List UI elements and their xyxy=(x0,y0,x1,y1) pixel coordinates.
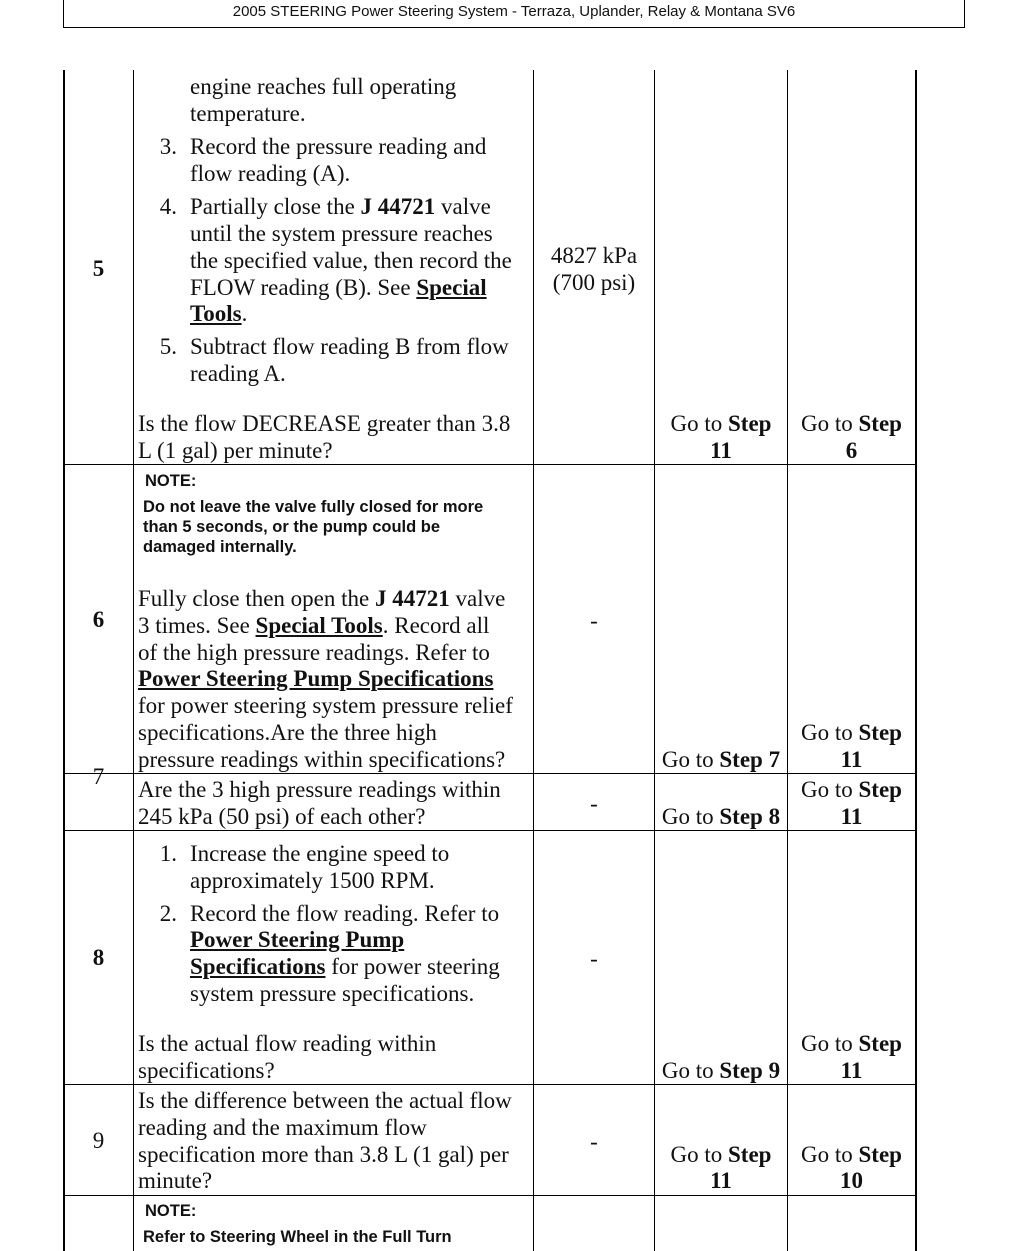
pump-specifications-link[interactable]: Power Steering Pump Specifications xyxy=(138,666,494,691)
spec-value: (700 psi) xyxy=(552,270,636,295)
question-text: Is the difference between the actual flow xyxy=(138,1088,512,1113)
pump-specifications-link[interactable]: Power Steering Pump xyxy=(190,927,405,952)
question-text: Is the actual flow reading within xyxy=(138,1031,437,1056)
list-item-text: Partially close the J 44721 valve xyxy=(190,194,491,219)
no-action: Go to Step xyxy=(801,720,902,745)
step-number: 8 xyxy=(92,945,105,970)
list-item-text: FLOW reading (B). See Special xyxy=(190,275,487,300)
yes-action: Go to Step 8 xyxy=(661,804,781,829)
list-item-text: reading A. xyxy=(190,361,286,386)
instruction-text: engine reaches full operating xyxy=(190,74,457,99)
no-action: Go to Step xyxy=(801,1031,902,1056)
question-text: specifications? xyxy=(138,1058,275,1083)
column-divider xyxy=(133,70,134,1251)
question-text: 245 kPa (50 psi) of each other? xyxy=(138,804,426,829)
no-action: Go to Step xyxy=(801,411,902,436)
note-text: Do not leave the valve fully closed for more xyxy=(143,498,484,516)
yes-action: Go to Step 7 xyxy=(661,747,781,772)
list-item-text: Increase the engine speed to xyxy=(190,841,450,866)
tool-number: J 44721 xyxy=(375,586,450,611)
step-number: 7 xyxy=(92,764,105,789)
spec-value: - xyxy=(590,1129,598,1154)
instruction-text: Fully close then open the J 44721 valve xyxy=(138,586,506,611)
row-divider xyxy=(64,830,916,831)
list-item-text: Record the pressure reading and xyxy=(190,134,487,159)
list-item-text: the specified value, then record the xyxy=(190,248,512,273)
list-item-text: approximately 1500 RPM. xyxy=(190,868,435,893)
note-label: NOTE: xyxy=(145,472,197,490)
no-action-step: 11 xyxy=(840,804,863,829)
row-divider xyxy=(64,1195,916,1196)
question-text: Is the flow DECREASE greater than 3.8 xyxy=(138,411,511,436)
instruction-text: 3 times. See Special Tools. Record all xyxy=(138,613,490,638)
instruction-text: of the high pressure readings. Refer to xyxy=(138,640,490,665)
list-number: 1. xyxy=(159,841,177,866)
question-text: reading and the maximum flow xyxy=(138,1115,427,1140)
page-header: 2005 STEERING Power Steering System - Terraza, Uplander, Relay & Montana SV6 xyxy=(63,0,965,28)
list-item-text: Record the flow reading. Refer to xyxy=(190,901,500,926)
list-item-text: Specifications for power steering xyxy=(190,954,500,979)
spec-value: - xyxy=(590,946,598,971)
table-border-left xyxy=(63,70,65,1251)
no-action-step: 6 xyxy=(845,438,858,463)
no-action: Go to Step xyxy=(801,1142,902,1167)
row-divider xyxy=(64,773,916,774)
instruction-text: for power steering system pressure relief xyxy=(138,693,513,718)
list-number: 5. xyxy=(159,334,177,359)
spec-value: 4827 kPa xyxy=(550,243,638,268)
pump-specifications-link[interactable]: Specifications xyxy=(190,954,326,979)
note-text: damaged internally. xyxy=(143,538,297,556)
special-tools-link[interactable]: Special xyxy=(416,275,487,300)
list-number: 4. xyxy=(159,194,177,219)
yes-action-step: 11 xyxy=(710,438,732,463)
note-text: Refer to Steering Wheel in the Full Turn xyxy=(143,1228,452,1246)
no-action: Go to Step xyxy=(801,777,902,802)
list-item-text: flow reading (A). xyxy=(190,161,351,186)
question-text: Are the 3 high pressure readings within xyxy=(138,777,501,802)
step-number: 5 xyxy=(92,256,105,281)
yes-action: Go to Step 9 xyxy=(661,1058,781,1083)
table-border-right xyxy=(915,70,917,1251)
list-number: 2. xyxy=(159,901,177,926)
no-action-step: 10 xyxy=(840,1168,863,1193)
step-number: 6 xyxy=(92,607,105,632)
special-tools-link[interactable]: Special Tools xyxy=(255,613,383,638)
row-divider xyxy=(64,464,916,465)
special-tools-link[interactable]: Tools xyxy=(190,301,242,326)
note-label: NOTE: xyxy=(145,1202,197,1220)
list-number: 3. xyxy=(159,134,177,159)
no-action-step: 11 xyxy=(840,1058,863,1083)
spec-value: - xyxy=(590,791,598,816)
question-text: minute? xyxy=(138,1168,213,1193)
list-item-text: until the system pressure reaches xyxy=(190,221,493,246)
yes-action: Go to Step xyxy=(670,1142,772,1167)
spec-value: - xyxy=(590,608,598,633)
yes-action-step: 11 xyxy=(710,1168,732,1193)
tool-number: J 44721 xyxy=(360,194,436,219)
question-text: L (1 gal) per minute? xyxy=(138,438,333,463)
instruction-text: temperature. xyxy=(190,101,306,126)
instruction-text: pressure readings within specifications? xyxy=(138,747,506,772)
list-item-text: Tools. xyxy=(190,301,248,326)
yes-action: Go to Step xyxy=(670,411,772,436)
row-divider xyxy=(64,1084,916,1085)
instruction-text: specifications.Are the three high xyxy=(138,720,437,745)
list-item-text: system pressure specifications. xyxy=(190,981,475,1006)
list-item-text: Subtract flow reading B from flow xyxy=(190,334,509,359)
step-number: 9 xyxy=(92,1128,105,1153)
note-text: than 5 seconds, or the pump could be xyxy=(143,518,441,536)
no-action-step: 11 xyxy=(840,747,863,772)
question-text: specification more than 3.8 L (1 gal) per xyxy=(138,1142,509,1167)
